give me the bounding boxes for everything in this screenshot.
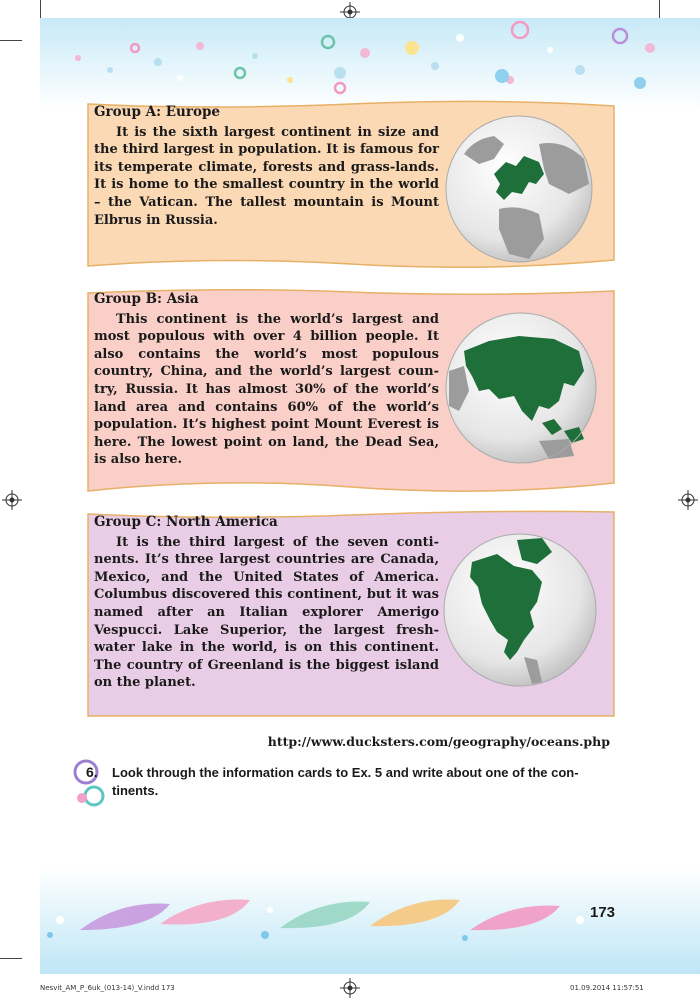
- europe-globe-icon: [444, 114, 594, 264]
- task-instruction: Look through the information cards to Ex. 5 and write about one of the con-tinents.: [112, 765, 579, 798]
- info-card-europe: [86, 100, 616, 272]
- registration-mark: [340, 978, 360, 998]
- card-body: This continent is the world’s largest and most populous with over 4 billion people. It also contains the world’s most populous country, China, and the world’s largest coun-try, Russia. It has almost 30% of the world’s land area and contains 60% of the world’s population. It’s highest point Mount Everest is here. The lowest point on land, the Dead Sea, is also here.: [94, 311, 439, 468]
- asia-globe-icon: [444, 311, 598, 465]
- source-url: http://www.ducksters.com/geography/oceans.php: [267, 734, 610, 749]
- card-title: Group A: Europe: [94, 104, 221, 120]
- page-number: 173: [590, 904, 616, 921]
- card-title: Group B: Asia: [94, 291, 199, 307]
- info-card-asia: [86, 287, 616, 497]
- card-body: It is the third largest of the seven conti-nents. It’s three largest countries are Canada, Mexico, and the United States of America. Columbus discovered this continent, but it was named after an Italian explorer Amerigo Vespucci. Lake Superior, the largest fresh-water lake in the world, is on this continent. The country of Greenland is the biggest island on the planet.: [94, 534, 439, 691]
- card-body: It is the sixth largest continent in size and the third largest in population. It is famous for its temperate climate, forests and grass-lands. It is home to the smallest country in the world – the Vatican. The tallest mountain is Mount Elbrus in Russia.: [94, 124, 439, 228]
- info-card-north-america: [86, 510, 616, 720]
- crop-mark: [0, 40, 22, 41]
- task-number: 6.: [86, 764, 98, 780]
- registration-mark: [678, 490, 698, 510]
- bubble-decoration: [40, 18, 700, 108]
- card-title: Group C: North America: [94, 514, 278, 530]
- print-slug-file: Nesvit_AM_P_6uk_(013-14)_V.indd 173: [40, 984, 175, 992]
- registration-mark: [2, 490, 22, 510]
- feather-decoration: [40, 890, 600, 950]
- print-slug-date: 01.09.2014 11:57:51: [570, 984, 644, 992]
- crop-mark: [0, 958, 22, 959]
- north-america-globe-icon: [442, 532, 598, 688]
